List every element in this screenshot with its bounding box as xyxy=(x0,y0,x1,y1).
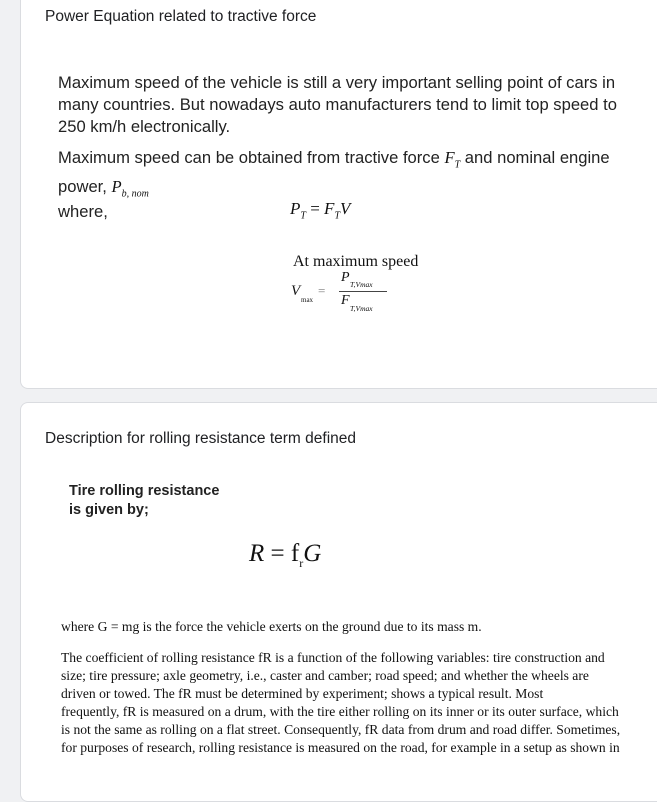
paragraph-obtain xyxy=(58,147,638,206)
equation-power: $P_T = F_TV$ xyxy=(290,199,351,222)
where-g-line: where G = mg is the force the vehicle exerts on the ground due to its mass m. xyxy=(61,619,482,634)
coef-line: is not the same as rolling on a flat street. Consequently, fR data from drum and road differ. Sometimes, xyxy=(61,722,621,737)
paragraph-obtain-and: and nominal engine power, xyxy=(58,148,610,197)
coef-line: frequently, fR is measured on a drum, with the tire either rolling on its inner or its outer surface, which xyxy=(61,704,619,719)
question-card-rolling xyxy=(20,402,657,802)
symbol-tractive-force: $F_T$ xyxy=(444,148,461,171)
coef-line: driven or towed. The fR must be determined by experiment; shows a typical result. Most xyxy=(61,686,544,701)
coef-line: for purposes of research, rolling resistance is measured on the road, for example in a setup as shown in xyxy=(61,740,620,755)
where-label: where, xyxy=(58,202,108,221)
question-card-power xyxy=(20,0,657,389)
symbol-engine-power: $P_{b, nom}$ xyxy=(111,177,149,200)
equation-rolling-resistance: $R = f_rG$ xyxy=(249,540,322,570)
at-maximum-speed-label: At maximum speed xyxy=(293,253,419,270)
equation-max-speed: V max = P T,Vmax F T,Vmax xyxy=(291,276,411,324)
tire-rolling-label: Tire rolling resistance is given by; xyxy=(69,483,220,518)
coefficient-paragraph xyxy=(61,649,641,757)
coef-line: The coefficient of rolling resistance fR is a function of the following variables: tire construction and xyxy=(61,650,605,665)
paragraph-obtain-text: Maximum speed can be obtained from tractive force xyxy=(58,148,440,167)
card-title-power: Power Equation related to tractive force xyxy=(45,8,317,25)
paragraph-max-speed: Maximum speed of the vehicle is still a very important selling point of cars in many countries. But nowadays auto manufacturers tend to limit top speed to 250 km/h electronically. xyxy=(58,73,617,136)
coef-line: size; tire pressure; axle geometry, i.e., caster and camber; road speed; and whether the wheels are xyxy=(61,668,589,683)
card-title-rolling: Description for rolling resistance term defined xyxy=(45,430,356,447)
